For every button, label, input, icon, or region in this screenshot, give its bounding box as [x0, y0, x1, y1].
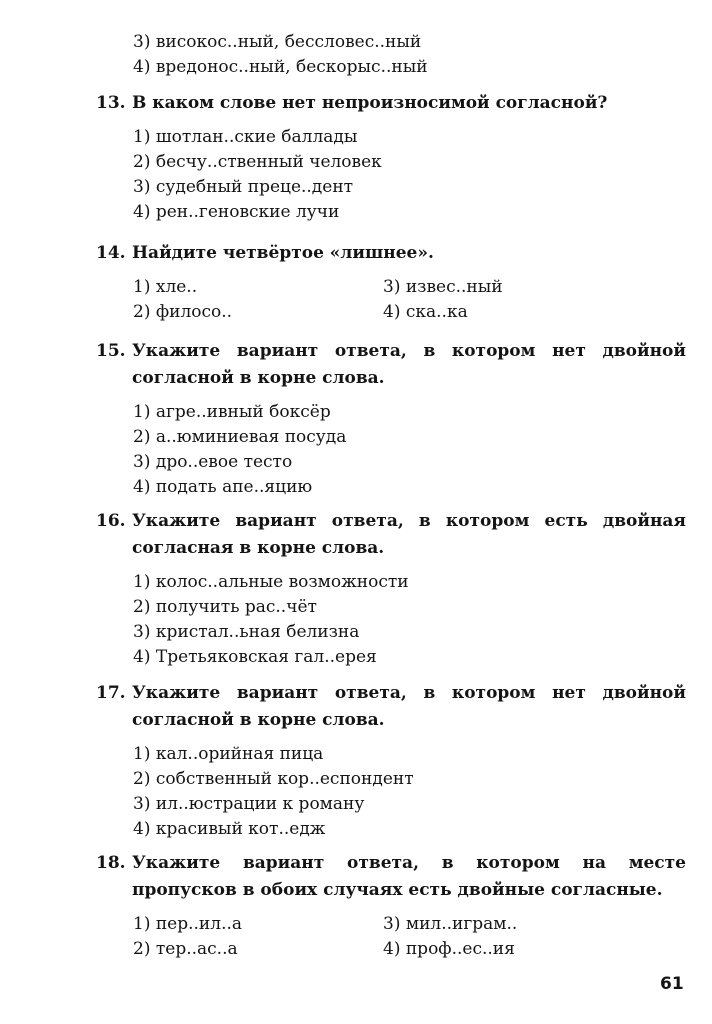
- answer-option: 1) агре..ивный боксёр: [133, 402, 331, 422]
- question-number: 13.: [96, 93, 126, 113]
- question-text: Укажите вариант ответа, в котором есть двойная согласная в корне слова.: [132, 511, 686, 558]
- question-text: В каком слове нет непроизносимой согласной?: [132, 93, 608, 113]
- answer-option: 3) високос..ный, бессловес..ный: [133, 32, 422, 52]
- answer-option: 2) бесчу..ственный человек: [133, 152, 382, 172]
- answer-option: 4) Третьяковская гал..ерея: [133, 647, 377, 667]
- answer-option: 1) пер..ил..а: [133, 914, 243, 934]
- question-16: [96, 508, 686, 670]
- answer-option: 2) собственный кор..еспондент: [133, 769, 414, 789]
- answer-option: 1) хле..: [133, 277, 198, 297]
- question-text: Укажите вариант ответа, в котором на месте пропусков в обоих случаях есть двойные согласные.: [132, 853, 686, 900]
- question-number: 16.: [96, 511, 126, 531]
- question-text: Найдите четвёртое «лишнее».: [132, 243, 434, 263]
- answer-option: 3) ил..юстрации к роману: [133, 794, 365, 814]
- answer-option: 3) мил..играм..: [383, 914, 518, 934]
- question-12-continued-options: [133, 30, 428, 80]
- answer-option: 2) тер..ас..а: [133, 939, 238, 959]
- question-number: 17.: [96, 683, 126, 703]
- question-number: 14.: [96, 243, 126, 263]
- answer-options: [133, 742, 686, 842]
- question-number: 15.: [96, 341, 126, 361]
- answer-option: 3) кристал..ьная белизна: [133, 622, 360, 642]
- answer-option: 1) кал..орийная пица: [133, 744, 324, 764]
- answer-option: 3) дро..евое тесто: [133, 452, 293, 472]
- answer-option: 2) получить рас..чёт: [133, 597, 317, 617]
- question-18: [96, 850, 686, 962]
- answer-options: [133, 400, 686, 500]
- answer-option: 4) подать апе..яцию: [133, 477, 313, 497]
- question-number: 18.: [96, 853, 126, 873]
- answer-option: 3) извес..ный: [383, 277, 503, 297]
- question-text: Укажите вариант ответа, в котором нет двойной согласной в корне слова.: [132, 341, 686, 388]
- answer-options: [133, 275, 686, 325]
- question-17: [96, 680, 686, 842]
- answer-option: 1) колос..альные возможности: [133, 572, 409, 592]
- answer-option: 4) вредонос..ный, бескорыс..ный: [133, 57, 428, 77]
- answer-option: 3) судебный преце..дент: [133, 177, 354, 197]
- answer-option: 4) ска..ка: [383, 302, 468, 322]
- answer-option: 1) шотлан..ские баллады: [133, 127, 358, 147]
- answer-option: 2) а..юминиевая посуда: [133, 427, 347, 447]
- answer-option: 4) рен..геновские лучи: [133, 202, 340, 222]
- answer-option: 4) проф..ес..ия: [383, 939, 515, 959]
- answer-options: [133, 125, 686, 225]
- answer-options: [133, 570, 686, 670]
- page-number: 61: [660, 974, 684, 994]
- question-13: [96, 90, 686, 225]
- answer-options: [133, 912, 686, 962]
- question-14: [96, 240, 686, 325]
- question-15: [96, 338, 686, 500]
- answer-option: 4) красивый кот..едж: [133, 819, 326, 839]
- answer-option: 2) филосо..: [133, 302, 233, 322]
- question-text: Укажите вариант ответа, в котором нет двойной согласной в корне слова.: [132, 683, 686, 730]
